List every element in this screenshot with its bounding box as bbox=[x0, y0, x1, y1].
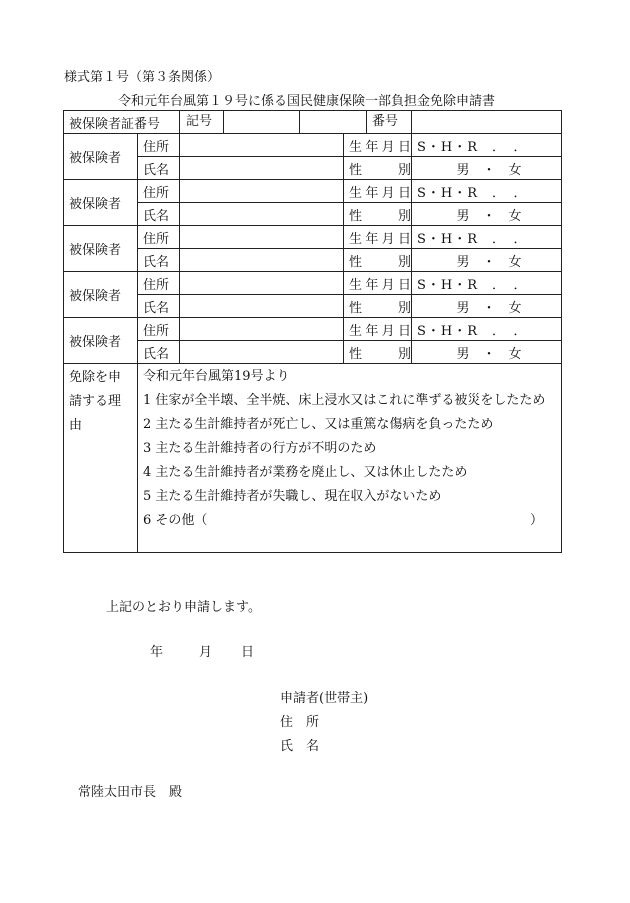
name-label: 氏名 bbox=[138, 295, 180, 318]
reason-label-cell bbox=[64, 364, 138, 553]
name-label: 氏名 bbox=[138, 249, 180, 272]
name-input[interactable] bbox=[180, 295, 344, 318]
reason-option-2[interactable]: 2 主たる生計維持者が死亡し、又は重篤な傷病を負ったため bbox=[143, 417, 494, 432]
reason-intro: 令和元年台風第19号より bbox=[143, 369, 290, 384]
insured-label: 被保険者 bbox=[64, 134, 138, 180]
name-input[interactable] bbox=[180, 157, 344, 180]
insured-row-1-name bbox=[64, 157, 562, 180]
insured-row-5-address bbox=[64, 318, 562, 341]
symbol-input-extension[interactable] bbox=[300, 111, 367, 133]
dob-label: 生年月日 bbox=[344, 226, 412, 249]
address-input[interactable] bbox=[180, 180, 344, 203]
reason-option-1[interactable]: 1 住家が全半壊、全半焼、床上浸水又はこれに準ずる被災をしたため bbox=[143, 393, 546, 408]
dob-era-field[interactable]: S・H・R ． ． bbox=[412, 318, 562, 341]
reason-label-line: 由 bbox=[69, 418, 83, 433]
dob-era-field[interactable]: S・H・R ． ． bbox=[412, 226, 562, 249]
address-label: 住所 bbox=[138, 272, 180, 295]
reason-option-5[interactable]: 5 主たる生計維持者が失職し、現在収入がないため bbox=[143, 489, 442, 504]
card-number-mid-cell bbox=[300, 111, 412, 134]
name-label: 氏名 bbox=[138, 341, 180, 364]
insured-row-2-name bbox=[64, 203, 562, 226]
address-input[interactable] bbox=[180, 318, 344, 341]
address-input[interactable] bbox=[180, 226, 344, 249]
dob-era-field[interactable]: S・H・R ． ． bbox=[412, 180, 562, 203]
sex-label: 性 別 bbox=[344, 249, 412, 272]
number-label: 番号 bbox=[372, 114, 399, 129]
address-input[interactable] bbox=[180, 272, 344, 295]
gender-options[interactable]: 男 ・ 女 bbox=[412, 203, 562, 226]
symbol-cell bbox=[180, 111, 300, 134]
applicant-label: 申請者(世帯主) bbox=[280, 691, 369, 706]
sex-label: 性 別 bbox=[344, 203, 412, 226]
form-number: 様式第１号（第３条関係） bbox=[64, 70, 221, 85]
dob-label: 生年月日 bbox=[344, 318, 412, 341]
reason-row bbox=[64, 364, 562, 553]
address-label: 住所 bbox=[138, 180, 180, 203]
symbol-input[interactable] bbox=[224, 111, 299, 133]
application-form-table bbox=[63, 110, 562, 553]
insured-label: 被保険者 bbox=[64, 318, 138, 364]
date-year: 年 bbox=[150, 645, 164, 660]
card-number-label: 被保険者証番号 bbox=[64, 111, 180, 134]
gender-options[interactable]: 男 ・ 女 bbox=[412, 249, 562, 272]
sex-label: 性 別 bbox=[344, 341, 412, 364]
name-input[interactable] bbox=[180, 203, 344, 226]
reason-label-line: 請する理 bbox=[69, 394, 122, 409]
gender-options[interactable]: 男 ・ 女 bbox=[412, 157, 562, 180]
reason-option-4[interactable]: 4 主たる生計維持者が業務を廃止し、又は休止したため bbox=[143, 465, 468, 480]
insured-row-2-address bbox=[64, 180, 562, 203]
sex-label: 性 別 bbox=[344, 157, 412, 180]
dob-era-field[interactable]: S・H・R ． ． bbox=[412, 272, 562, 295]
address-label: 住所 bbox=[138, 134, 180, 157]
dob-era-field[interactable]: S・H・R ． ． bbox=[412, 134, 562, 157]
recipient: 常陸太田市長 殿 bbox=[78, 785, 183, 800]
reason-option-other[interactable] bbox=[143, 509, 555, 533]
name-input[interactable] bbox=[180, 249, 344, 272]
name-label: 氏名 bbox=[138, 157, 180, 180]
sex-label: 性 別 bbox=[344, 295, 412, 318]
address-input[interactable] bbox=[180, 134, 344, 157]
applicant-address-label: 住 所 bbox=[280, 715, 320, 730]
number-input[interactable] bbox=[412, 111, 562, 134]
insured-row-3-name bbox=[64, 249, 562, 272]
insured-label: 被保険者 bbox=[64, 180, 138, 226]
other-reason-prefix: 6 その他（ bbox=[143, 513, 208, 528]
insured-row-3-address bbox=[64, 226, 562, 249]
insured-row-5-name bbox=[64, 341, 562, 364]
applicant-name-label: 氏 名 bbox=[280, 739, 320, 754]
date-day: 日 bbox=[241, 645, 255, 660]
gender-options[interactable]: 男 ・ 女 bbox=[412, 341, 562, 364]
date-month: 月 bbox=[199, 645, 213, 660]
symbol-label: 記号 bbox=[180, 111, 224, 133]
other-reason-suffix: ） bbox=[530, 513, 544, 528]
insured-label: 被保険者 bbox=[64, 272, 138, 318]
dob-label: 生年月日 bbox=[344, 180, 412, 203]
card-number-row bbox=[64, 111, 562, 134]
insured-label: 被保険者 bbox=[64, 226, 138, 272]
gender-options[interactable]: 男 ・ 女 bbox=[412, 295, 562, 318]
reason-option-3[interactable]: 3 主たる生計維持者の行方が不明のため bbox=[143, 441, 377, 456]
declaration-text: 上記のとおり申請します。 bbox=[106, 600, 261, 615]
insured-row-4-name bbox=[64, 295, 562, 318]
address-label: 住所 bbox=[138, 226, 180, 249]
name-label: 氏名 bbox=[138, 203, 180, 226]
reason-body-cell bbox=[138, 364, 562, 553]
reason-label-line: 免除を申 bbox=[69, 370, 122, 385]
date-line bbox=[150, 641, 254, 660]
dob-label: 生年月日 bbox=[344, 272, 412, 295]
name-input[interactable] bbox=[180, 341, 344, 364]
document-title: 令和元年台風第１９号に係る国民健康保険一部負担金免除申請書 bbox=[118, 94, 496, 109]
insured-row-4-address bbox=[64, 272, 562, 295]
address-label: 住所 bbox=[138, 318, 180, 341]
insured-row-1-address bbox=[64, 134, 562, 157]
dob-label: 生年月日 bbox=[344, 134, 412, 157]
